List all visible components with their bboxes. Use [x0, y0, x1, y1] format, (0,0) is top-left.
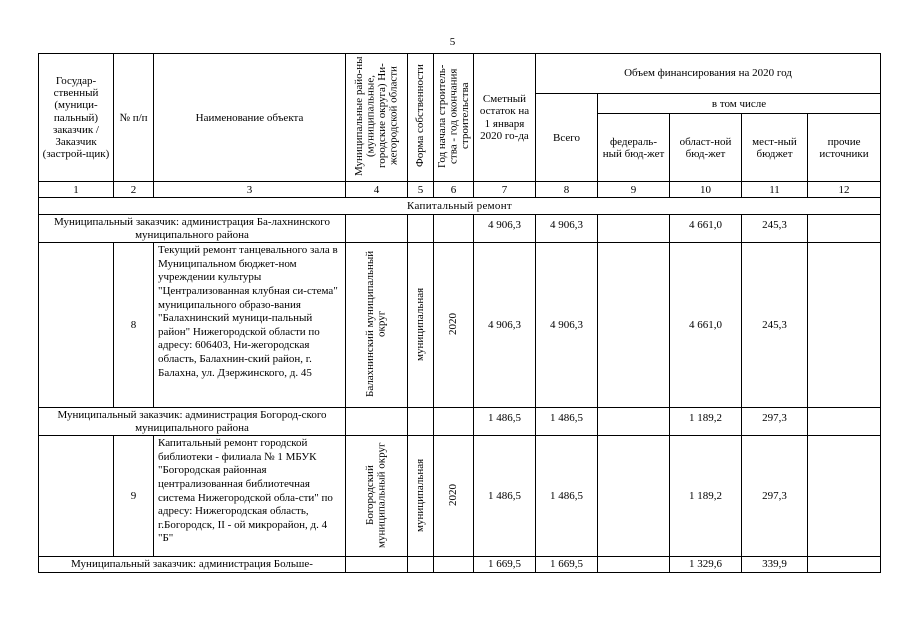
- balance-cell: 4 906,3: [474, 215, 536, 243]
- empty-cell: [434, 408, 474, 436]
- header-including: в том числе: [598, 94, 881, 114]
- other-cell: [808, 436, 881, 557]
- federal-cell: [598, 243, 670, 408]
- regional-cell: 1 189,2: [670, 408, 742, 436]
- total-cell: 1 486,5: [536, 436, 598, 557]
- customer-row: [39, 408, 881, 436]
- col-number: 11: [742, 182, 808, 198]
- empty-cell: [434, 557, 474, 573]
- header-total: Всего: [536, 94, 598, 182]
- balance-cell: 1 669,5: [474, 557, 536, 573]
- object-year: [434, 436, 474, 557]
- other-cell: [808, 215, 881, 243]
- customer-name: Муниципальный заказчик: администрация Богород-ского муниципального района: [39, 408, 346, 436]
- customer-row: [39, 557, 881, 573]
- object-ownership-text: муниципальная: [413, 287, 426, 361]
- federal-cell: [598, 557, 670, 573]
- header-years-text: Год начала строитель-ства - год окончания строительства: [436, 64, 471, 168]
- empty-cell: [346, 408, 408, 436]
- header-ownership-text: Форма собственности: [413, 64, 426, 168]
- header-num: № п/п: [114, 54, 154, 182]
- header-federal: федераль-ный бюд-жет: [598, 114, 670, 182]
- section-title: Капитальный ремонт: [39, 198, 881, 215]
- total-cell: 4 906,3: [536, 243, 598, 408]
- col-number: 3: [154, 182, 346, 198]
- object-district-text: Балахнинский муниципальный округ: [364, 250, 388, 397]
- balance-cell: 1 486,5: [474, 408, 536, 436]
- empty-cell: [408, 408, 434, 436]
- federal-cell: [598, 215, 670, 243]
- customer-name: Муниципальный заказчик: администрация Больше-: [39, 557, 346, 573]
- header-district: [346, 54, 408, 182]
- col-number: 9: [598, 182, 670, 198]
- header-balance: Сметный остаток на 1 января 2020 го-да: [474, 54, 536, 182]
- object-year-text: 2020: [446, 483, 459, 506]
- local-cell: 245,3: [742, 243, 808, 408]
- object-ownership-text: муниципальная: [413, 458, 426, 532]
- col-number: 10: [670, 182, 742, 198]
- header-financing: Объем финансирования на 2020 год: [536, 54, 881, 94]
- regional-cell: 4 661,0: [670, 215, 742, 243]
- empty-cell: [408, 557, 434, 573]
- header-other: прочие источники: [808, 114, 881, 182]
- col-number: 6: [434, 182, 474, 198]
- col-number: 12: [808, 182, 881, 198]
- federal-cell: [598, 436, 670, 557]
- local-cell: 297,3: [742, 408, 808, 436]
- header-years: [434, 54, 474, 182]
- header-name: Наименование объекта: [154, 54, 346, 182]
- empty-cell: [434, 215, 474, 243]
- total-cell: 4 906,3: [536, 215, 598, 243]
- balance-cell: 1 486,5: [474, 436, 536, 557]
- object-year-text: 2020: [446, 312, 459, 335]
- header-ownership: [408, 54, 434, 182]
- header-district-text: Муниципальные райо-ны (муниципальные, городские округа) Ни-жегородской области: [352, 56, 399, 176]
- total-cell: 1 486,5: [536, 408, 598, 436]
- object-name: Капитальный ремонт городской библиотеки - филиала № 1 МБУК "Богородская районная централизованная библиотечная система Нижегородской обла-сти" по адресу: Нижегородская область, г.Богородск, II - ой микрорайон, д. 4 "Б": [154, 436, 346, 557]
- col-number: 8: [536, 182, 598, 198]
- col-number: 2: [114, 182, 154, 198]
- financing-table: [38, 53, 881, 573]
- customer-name: Муниципальный заказчик: администрация Ба-лахнинского муниципального района: [39, 215, 346, 243]
- object-district: [346, 436, 408, 557]
- customer-row: [39, 215, 881, 243]
- regional-cell: 4 661,0: [670, 243, 742, 408]
- local-cell: 245,3: [742, 215, 808, 243]
- col-number: 5: [408, 182, 434, 198]
- object-num: 8: [114, 243, 154, 408]
- empty-cell: [346, 215, 408, 243]
- balance-cell: 4 906,3: [474, 243, 536, 408]
- object-year: [434, 243, 474, 408]
- object-district: [346, 243, 408, 408]
- other-cell: [808, 408, 881, 436]
- object-row: [39, 436, 881, 557]
- header-customer: Государ-ственный (муници-пальный) заказчик / Заказчик (застрой-щик): [39, 54, 114, 182]
- other-cell: [808, 557, 881, 573]
- header-regional: област-ной бюд-жет: [670, 114, 742, 182]
- object-row: [39, 243, 881, 408]
- total-cell: 1 669,5: [536, 557, 598, 573]
- federal-cell: [598, 408, 670, 436]
- column-number-row: [39, 182, 881, 198]
- empty-cell: [39, 436, 114, 557]
- page-number: 5: [449, 36, 456, 48]
- object-ownership: [408, 436, 434, 557]
- local-cell: 297,3: [742, 436, 808, 557]
- col-number: 7: [474, 182, 536, 198]
- regional-cell: 1 189,2: [670, 436, 742, 557]
- other-cell: [808, 243, 881, 408]
- empty-cell: [346, 557, 408, 573]
- object-ownership: [408, 243, 434, 408]
- object-district-text: Богородский муниципальный округ: [364, 441, 388, 548]
- empty-cell: [39, 243, 114, 408]
- col-number: 4: [346, 182, 408, 198]
- header-local: мест-ный бюджет: [742, 114, 808, 182]
- empty-cell: [408, 215, 434, 243]
- object-num: 9: [114, 436, 154, 557]
- object-name: Текущий ремонт танцевального зала в Муниципальном бюджет-ном учреждении культуры "Централизованная клубная си-стема" муниципального образо-вания "Балахнинский муници-пальный район" Нижегородской области по адресу: 606403, Ни-жегородская область, Балахнин-ский район, г. Балахна, ул. Дзержинского, д. 45: [154, 243, 346, 408]
- regional-cell: 1 329,6: [670, 557, 742, 573]
- local-cell: 339,9: [742, 557, 808, 573]
- col-number: 1: [39, 182, 114, 198]
